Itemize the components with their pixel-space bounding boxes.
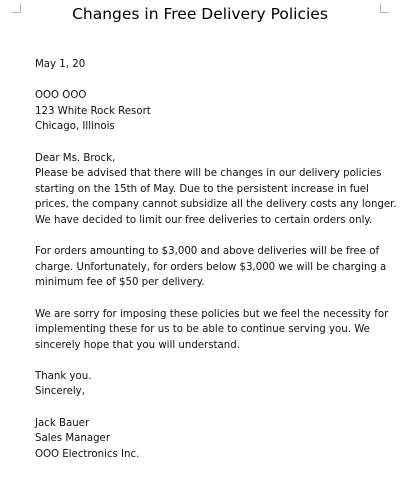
recipient-city: Chicago, Illinois <box>35 121 115 133</box>
paragraph-1 <box>35 166 397 228</box>
recipient-block <box>35 88 375 135</box>
signer-company: OOO Electronics Inc. <box>35 448 140 460</box>
paragraph-line: starting on the 15th of May. Due to the persistent increase in fuel <box>35 183 369 195</box>
paragraph-line: We have decided to limit our free deliveries to certain orders only. <box>35 214 373 226</box>
paragraph-line: prices, the company cannot subsidize all the delivery costs any longer. <box>35 199 397 211</box>
closing-block <box>35 369 375 400</box>
closing-sign-off: Sincerely, <box>35 386 85 398</box>
paragraph-line: minimum fee of $50 per delivery. <box>35 277 205 289</box>
document-title: Changes in Free Delivery Policies <box>72 5 328 23</box>
paragraph-2 <box>35 244 387 291</box>
paragraph-line: implementing these for us to be able to continue serving you. We <box>35 324 370 336</box>
paragraph-line: For orders amounting to $3,000 and above deliveries will be free of <box>35 246 380 258</box>
paragraph-line: sincerely hope that you will understand. <box>35 339 240 351</box>
paragraph-line: charge. Unfortunately, for orders below $3,000 we will be charging a <box>35 261 387 273</box>
signer-name: Jack Bauer <box>35 417 90 429</box>
recipient-street: 123 White Rock Resort <box>35 105 151 117</box>
closing-thanks: Thank you. <box>35 370 92 382</box>
letter-body <box>35 57 397 462</box>
paragraph-3 <box>35 307 389 354</box>
signer-position: Sales Manager <box>35 433 111 445</box>
letter-date: May 1, 20 <box>35 59 86 70</box>
signature-block <box>35 416 375 463</box>
salutation: Dear Ms. Brock, <box>35 152 116 164</box>
recipient-name: OOO OOO <box>35 90 87 102</box>
paragraph-line: We are sorry for imposing these policies but we feel the necessity for <box>35 308 389 320</box>
paragraph-line: Please be advised that there will be changes in our delivery policies <box>35 168 382 180</box>
